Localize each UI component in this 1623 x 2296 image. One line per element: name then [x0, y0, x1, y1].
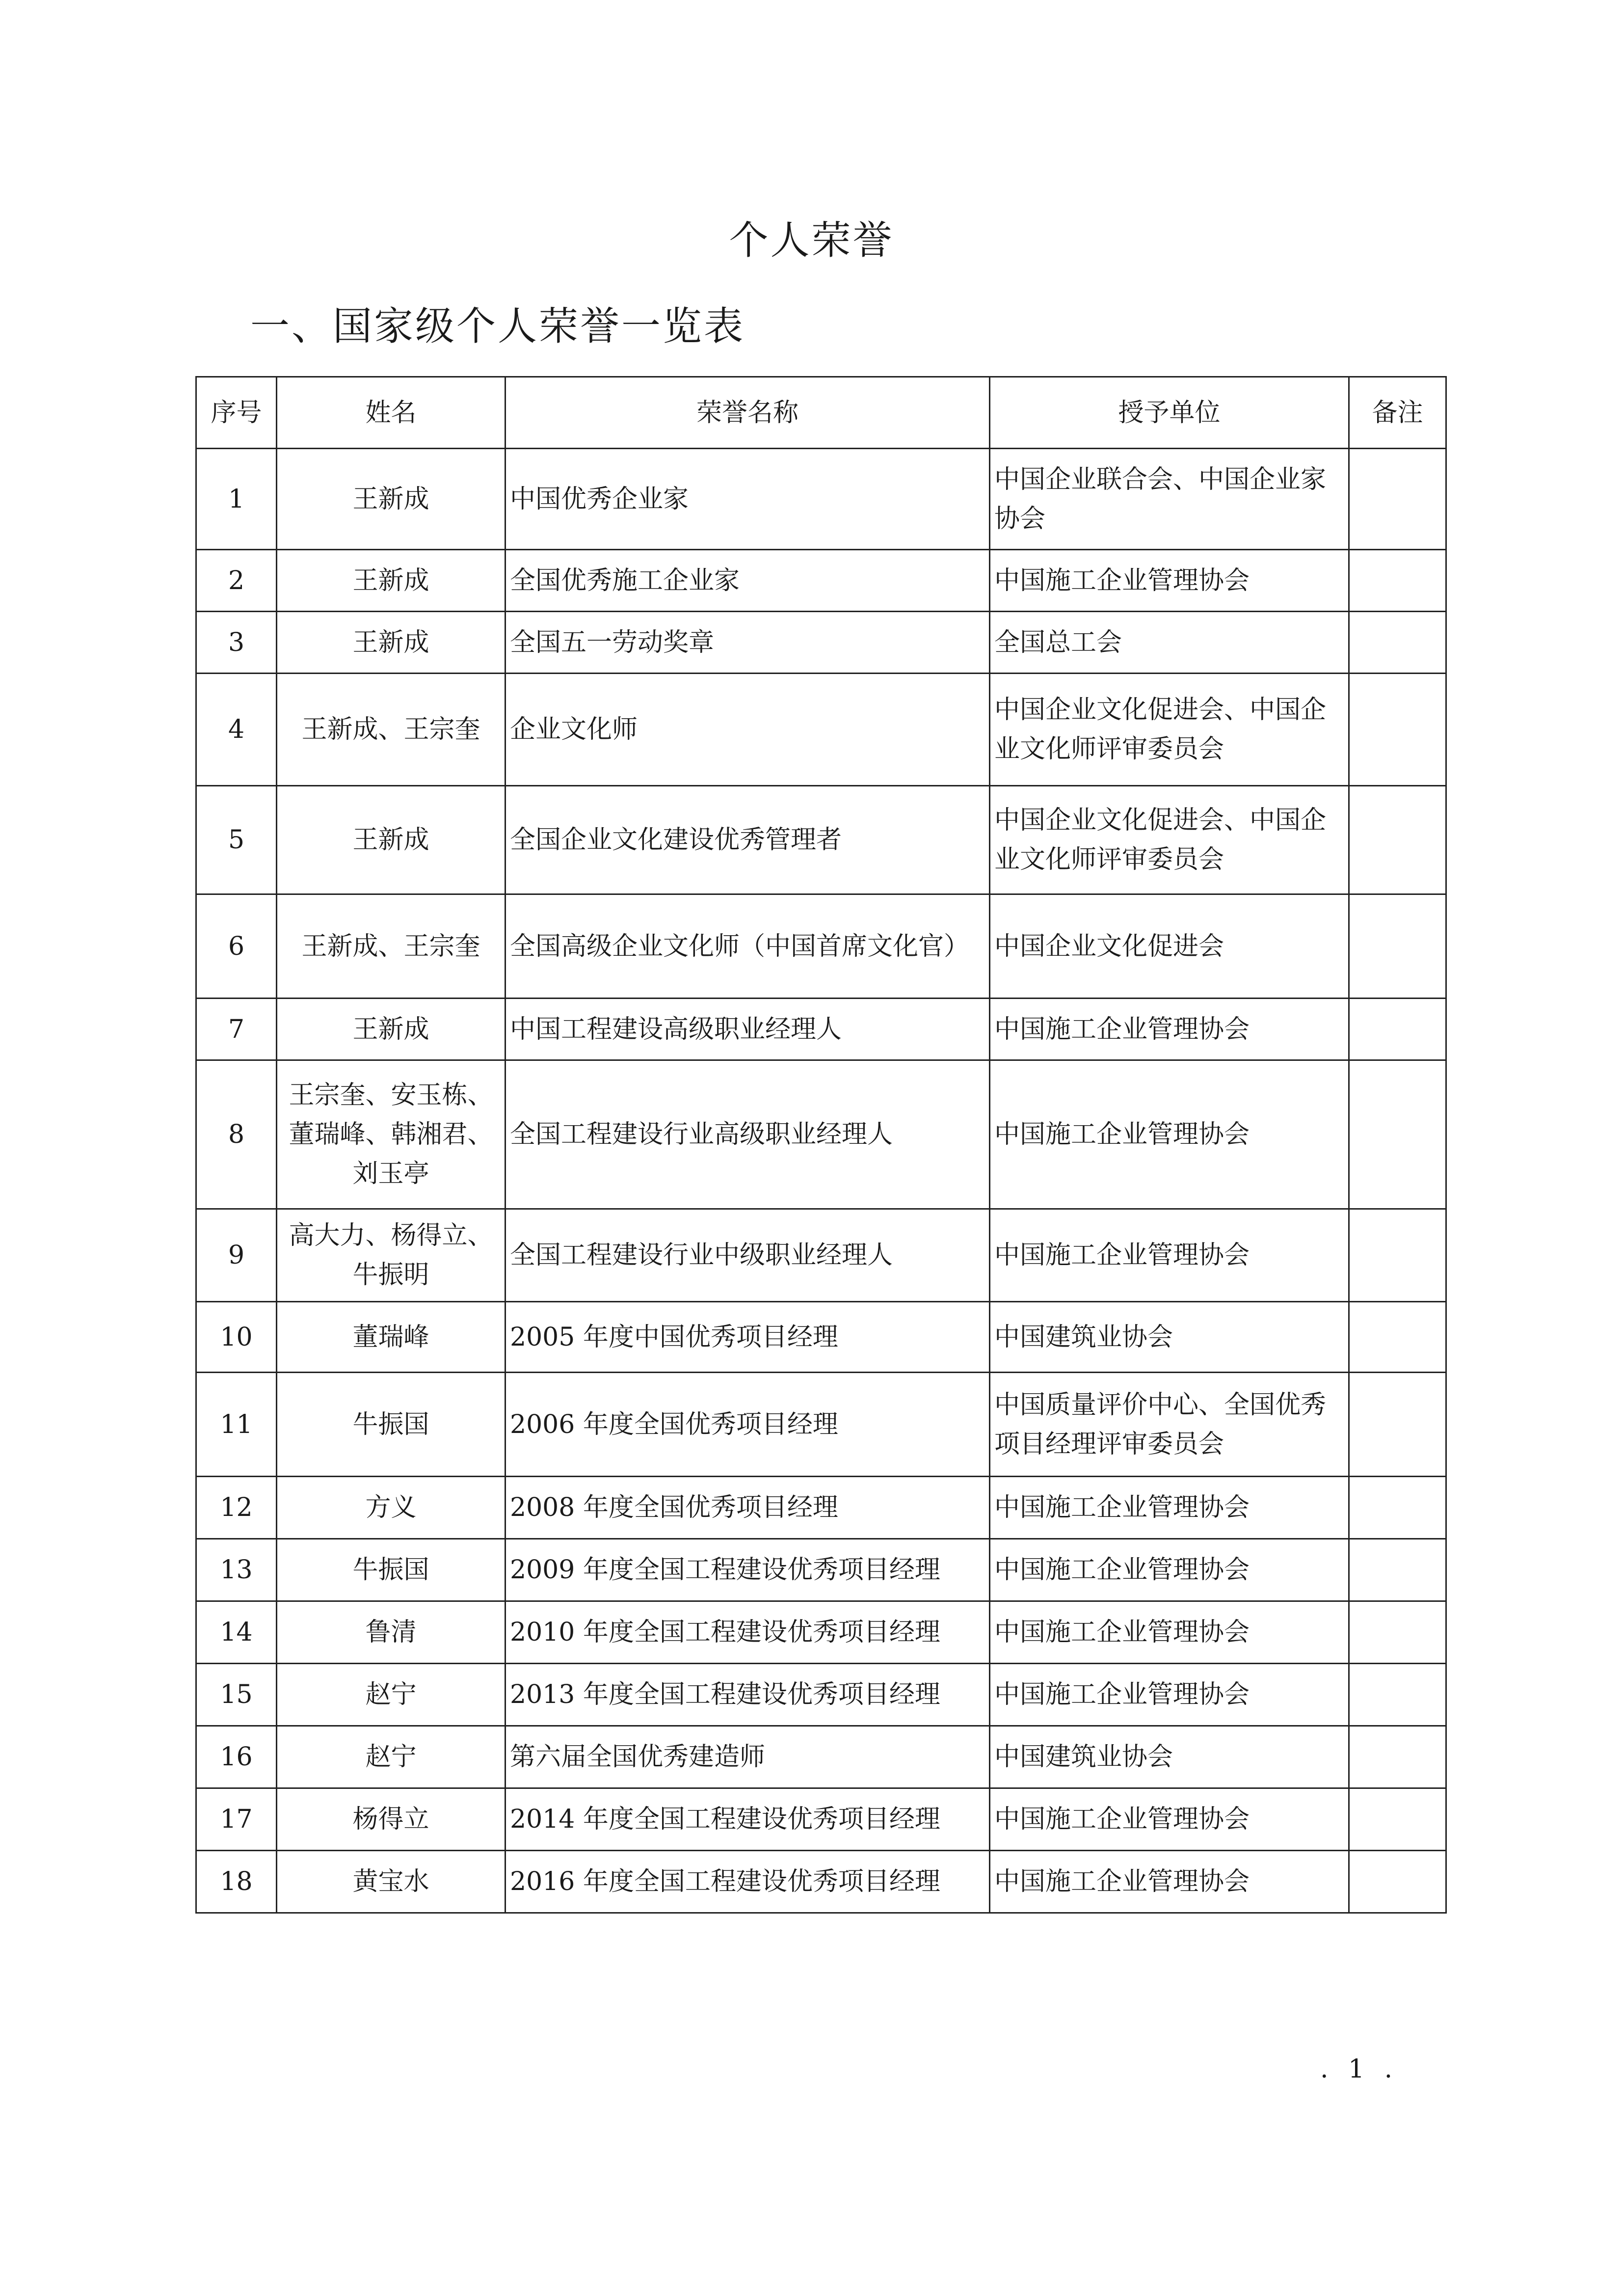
cell-honor: 全国高级企业文化师（中国首席文化官）: [506, 894, 990, 999]
cell-no: 13: [196, 1539, 277, 1601]
cell-org: 中国施工企业管理协会: [990, 1477, 1349, 1539]
page-title: 个人荣誉: [729, 217, 894, 263]
cell-no: 3: [196, 612, 277, 674]
table-row: [196, 1060, 1446, 1209]
table-row: [196, 674, 1446, 786]
cell-no: 1: [196, 449, 277, 550]
table-row: [196, 1601, 1446, 1664]
cell-name: 王新成: [277, 786, 506, 894]
cell-note: [1349, 894, 1446, 999]
cell-no: 15: [196, 1664, 277, 1726]
cell-no: 4: [196, 674, 277, 786]
cell-honor: 第六届全国优秀建造师: [506, 1726, 990, 1788]
cell-org: 中国施工企业管理协会: [990, 1060, 1349, 1209]
cell-org: 全国总工会: [990, 612, 1349, 674]
table-row: [196, 1477, 1446, 1539]
cell-org: 中国施工企业管理协会: [990, 550, 1349, 612]
cell-name: 王新成: [277, 999, 506, 1060]
table-row: [196, 1302, 1446, 1373]
cell-honor: 全国优秀施工企业家: [506, 550, 990, 612]
cell-honor: 2010 年度全国工程建设优秀项目经理: [506, 1601, 990, 1664]
table-row: [196, 1788, 1446, 1851]
cell-no: 10: [196, 1302, 277, 1373]
cell-note: [1349, 1060, 1446, 1209]
cell-name: 牛振国: [277, 1539, 506, 1601]
table-row: [196, 1373, 1446, 1477]
cell-note: [1349, 1851, 1446, 1913]
cell-note: [1349, 1302, 1446, 1373]
cell-note: [1349, 1664, 1446, 1726]
table-row: [196, 1209, 1446, 1302]
cell-note: [1349, 1209, 1446, 1302]
cell-honor: 2016 年度全国工程建设优秀项目经理: [506, 1851, 990, 1913]
header-org: 授予单位: [990, 377, 1349, 449]
cell-honor: 中国工程建设高级职业经理人: [506, 999, 990, 1060]
cell-no: 7: [196, 999, 277, 1060]
cell-no: 14: [196, 1601, 277, 1664]
cell-honor: 中国优秀企业家: [506, 449, 990, 550]
cell-name: 王宗奎、安玉栋、董瑞峰、韩湘君、刘玉亭: [277, 1060, 506, 1209]
cell-no: 17: [196, 1788, 277, 1851]
cell-no: 12: [196, 1477, 277, 1539]
section-title: 一、国家级个人荣誉一览表: [250, 303, 745, 349]
cell-honor: 全国工程建设行业中级职业经理人: [506, 1209, 990, 1302]
cell-name: 牛振国: [277, 1373, 506, 1477]
cell-honor: 2013 年度全国工程建设优秀项目经理: [506, 1664, 990, 1726]
cell-note: [1349, 612, 1446, 674]
header-no: 序号: [196, 377, 277, 449]
cell-name: 鲁清: [277, 1601, 506, 1664]
cell-note: [1349, 550, 1446, 612]
page-number: . 1 .: [1320, 2054, 1399, 2084]
cell-honor: 2009 年度全国工程建设优秀项目经理: [506, 1539, 990, 1601]
cell-note: [1349, 999, 1446, 1060]
cell-name: 王新成、王宗奎: [277, 674, 506, 786]
cell-note: [1349, 449, 1446, 550]
cell-no: 5: [196, 786, 277, 894]
header-name: 姓名: [277, 377, 506, 449]
cell-org: 中国建筑业协会: [990, 1302, 1349, 1373]
cell-org: 中国施工企业管理协会: [990, 1209, 1349, 1302]
table-row: [196, 1851, 1446, 1913]
cell-note: [1349, 1601, 1446, 1664]
cell-org: 中国施工企业管理协会: [990, 1851, 1349, 1913]
header-note: 备注: [1349, 377, 1446, 449]
cell-org: 中国施工企业管理协会: [990, 999, 1349, 1060]
cell-honor: 全国工程建设行业高级职业经理人: [506, 1060, 990, 1209]
cell-org: 中国企业联合会、中国企业家协会: [990, 449, 1349, 550]
cell-name: 黄宝水: [277, 1851, 506, 1913]
table-row: [196, 894, 1446, 999]
cell-name: 赵宁: [277, 1726, 506, 1788]
cell-note: [1349, 1788, 1446, 1851]
cell-org: 中国施工企业管理协会: [990, 1601, 1349, 1664]
table-header-row: [196, 377, 1446, 449]
cell-note: [1349, 1373, 1446, 1477]
cell-honor: 全国五一劳动奖章: [506, 612, 990, 674]
cell-name: 王新成: [277, 449, 506, 550]
cell-name: 赵宁: [277, 1664, 506, 1726]
cell-org: 中国施工企业管理协会: [990, 1788, 1349, 1851]
cell-note: [1349, 786, 1446, 894]
cell-honor: 2005 年度中国优秀项目经理: [506, 1302, 990, 1373]
cell-org: 中国企业文化促进会、中国企业文化师评审委员会: [990, 674, 1349, 786]
cell-no: 16: [196, 1726, 277, 1788]
cell-org: 中国施工企业管理协会: [990, 1539, 1349, 1601]
cell-org: 中国企业文化促进会、中国企业文化师评审委员会: [990, 786, 1349, 894]
cell-org: 中国施工企业管理协会: [990, 1664, 1349, 1726]
cell-honor: 全国企业文化建设优秀管理者: [506, 786, 990, 894]
cell-no: 11: [196, 1373, 277, 1477]
cell-no: 9: [196, 1209, 277, 1302]
cell-no: 2: [196, 550, 277, 612]
cell-honor: 2014 年度全国工程建设优秀项目经理: [506, 1788, 990, 1851]
table-row: [196, 612, 1446, 674]
cell-note: [1349, 1477, 1446, 1539]
cell-honor: 企业文化师: [506, 674, 990, 786]
cell-no: 8: [196, 1060, 277, 1209]
table-row: [196, 449, 1446, 550]
cell-name: 方义: [277, 1477, 506, 1539]
table-row: [196, 1726, 1446, 1788]
cell-no: 6: [196, 894, 277, 999]
table-row: [196, 786, 1446, 894]
cell-no: 18: [196, 1851, 277, 1913]
cell-org: 中国建筑业协会: [990, 1726, 1349, 1788]
table-row: [196, 1539, 1446, 1601]
cell-org: 中国企业文化促进会: [990, 894, 1349, 999]
table-row: [196, 999, 1446, 1060]
cell-name: 杨得立: [277, 1788, 506, 1851]
header-honor: 荣誉名称: [506, 377, 990, 449]
cell-honor: 2008 年度全国优秀项目经理: [506, 1477, 990, 1539]
cell-note: [1349, 1539, 1446, 1601]
cell-name: 王新成: [277, 550, 506, 612]
table-row: [196, 550, 1446, 612]
cell-name: 董瑞峰: [277, 1302, 506, 1373]
cell-note: [1349, 1726, 1446, 1788]
cell-honor: 2006 年度全国优秀项目经理: [506, 1373, 990, 1477]
cell-name: 王新成、王宗奎: [277, 894, 506, 999]
cell-org: 中国质量评价中心、全国优秀项目经理评审委员会: [990, 1373, 1349, 1477]
cell-name: 王新成: [277, 612, 506, 674]
cell-note: [1349, 674, 1446, 786]
cell-name: 高大力、杨得立、牛振明: [277, 1209, 506, 1302]
table-row: [196, 1664, 1446, 1726]
honors-table: [195, 376, 1447, 1914]
